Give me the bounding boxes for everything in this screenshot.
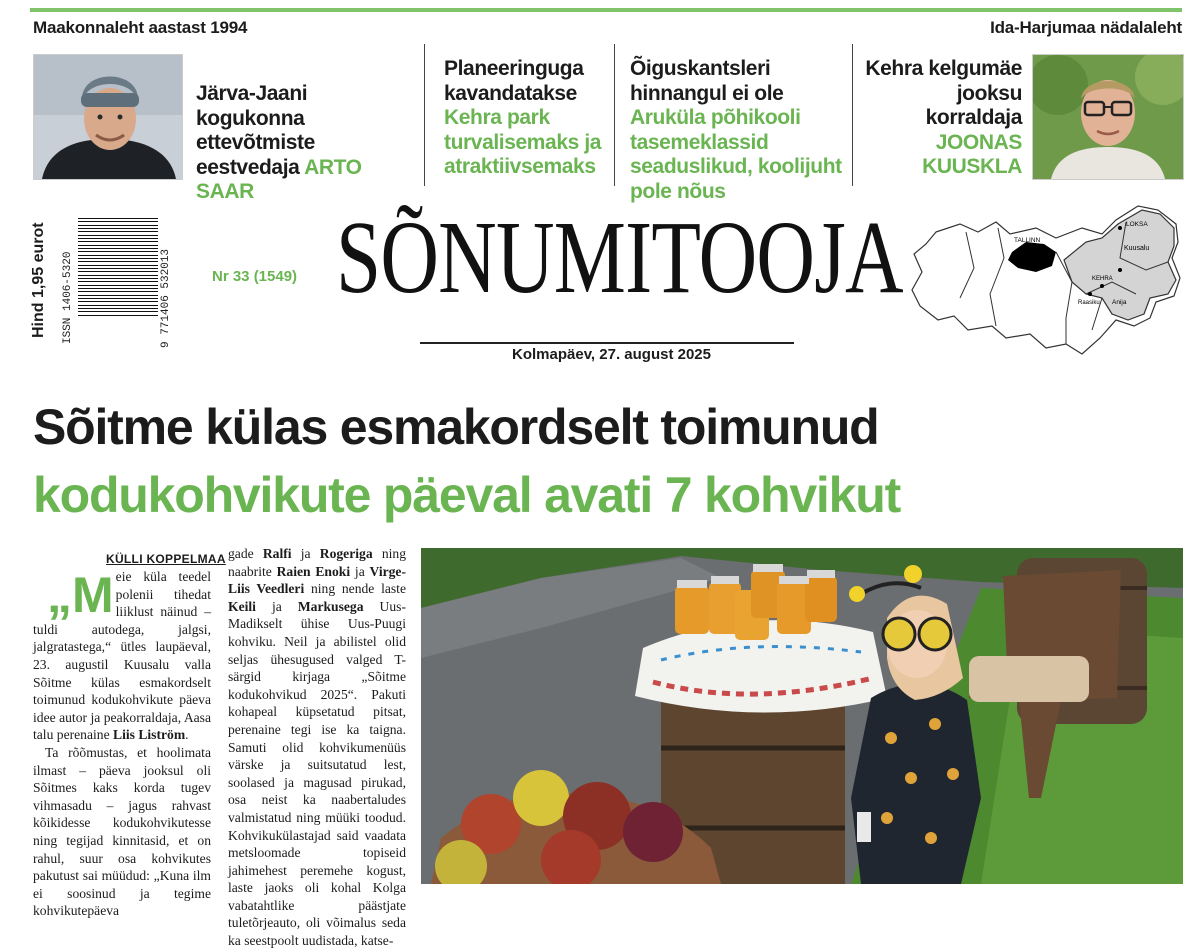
column-divider [614, 44, 615, 186]
left-tagline: Maakonnaleht aastast 1994 [33, 18, 248, 37]
barcode-bar [78, 265, 158, 266]
barcode-bar [78, 285, 158, 286]
price-label [30, 210, 60, 338]
text-run: ja [350, 563, 370, 579]
column-divider [852, 44, 853, 186]
barcode-bar [78, 235, 158, 236]
teaser-4-highlight: JOONAS KUUSKLA [922, 130, 1022, 178]
barcode-bar [78, 261, 158, 262]
portrait-man-glasses [1033, 55, 1183, 179]
barcode-bar [78, 245, 158, 246]
text-run: ja [255, 598, 298, 614]
barcode-bar [78, 255, 158, 256]
barcode [62, 216, 182, 348]
barcode-bar [78, 241, 158, 242]
barcode-bar [78, 315, 158, 316]
photo-girl-honey-stand [421, 548, 1183, 884]
right-tagline: Ida-Harjumaa nädalaleht [990, 18, 1182, 37]
article-column-2 [228, 545, 406, 950]
teaser-4-text: Kehra kelgumäe jooksu korraldaja [865, 57, 1022, 129]
barcode-bar [78, 305, 158, 306]
barcode-bar [78, 301, 158, 302]
paragraph-3 [228, 545, 406, 950]
teaser-2-highlight: Kehra park turvalisemaks ja atraktiivsemaks [444, 106, 602, 178]
teaser-3-highlight: Aruküla põhikooli tasemeklassid seaduslikud, koolijuht pole nõus [630, 106, 842, 203]
barcode-bar [78, 291, 158, 292]
barcode-bar [78, 281, 158, 282]
column-divider [424, 44, 425, 186]
barcode-bar [78, 271, 158, 272]
teaser-photo-joonas-kuuskla[interactable] [1032, 54, 1184, 180]
portrait-man-beanie [34, 55, 182, 179]
paragraph-1: „Meie küla teedel polenii tihedat liiklust näinud – tuldi autodega, jalgsi, jalgratastega,“ ütles laupäeval, 23. augustil Kuusalu valla Sõitme külas esmakordselt toimunud kodukohvikute päeva idee autor ja peakorraldaja, Aasa talu perenaine Liis Liström. [33, 567, 211, 743]
teaser-4[interactable] [864, 57, 1022, 180]
article-column-1 [33, 568, 211, 920]
paragraph-2: Ta rõõmustas, et hoolimata ilmast – päeva jooksul oli Sõitmes kaks korda tugev vihmasadu – jagus rahvast kõikidesse kodukohvikutesse ning tegijad kinnitasid, et on rahul, suur osa kohvikutes pakutust sai müüdud: „Kuna ilm ei soosinud ja tegime kohvikutepäeva [33, 744, 211, 919]
barcode-number: 9 771406 532013 [160, 248, 172, 348]
barcode-bar [78, 221, 158, 222]
barcode-bar [78, 218, 158, 219]
top-accent-rule [30, 8, 1182, 12]
barcode-bars [78, 216, 158, 348]
barcode-bar [78, 251, 158, 252]
drop-cap: „M [47, 567, 114, 623]
bold-name: Rogeriga [319, 546, 373, 561]
barcode-bar [78, 238, 158, 239]
barcode-bar [78, 248, 158, 249]
text-run: ja [291, 546, 320, 561]
teaser-3-text: Õiguskantsleri hinnangul ei ole [630, 57, 784, 105]
bold-name: Ralfi [262, 546, 292, 561]
headline-line-1[interactable]: Sõitme külas esmakordselt toimunud [33, 399, 879, 455]
date-rule [420, 342, 794, 344]
barcode-bar [78, 278, 158, 279]
barcode-bar [78, 228, 158, 229]
teaser-photo-arto-saar[interactable] [33, 54, 183, 180]
masthead-title[interactable]: SÕNUMITOOJA [336, 200, 903, 315]
barcode-bar [78, 308, 158, 309]
teaser-1[interactable] [196, 82, 414, 205]
teaser-1-highlight: ARTO SAAR [196, 155, 362, 203]
author-byline: KÜLLI KOPPELMAA [106, 552, 226, 566]
map-label-kuusalu: Kuusalu [1124, 245, 1150, 252]
bold-name: Markusega [297, 598, 364, 614]
barcode-bar [78, 268, 158, 269]
barcode-bar [78, 311, 158, 312]
teaser-1-text: Järva-Jaani kogukonna ettevõtmiste eestvedaja [196, 82, 315, 179]
barcode-bar [78, 295, 158, 296]
text-run: gade [228, 546, 263, 561]
article-photo[interactable] [421, 548, 1183, 884]
text-run: ning nende laste [304, 581, 406, 597]
teaser-2-text: Planeeringuga kavandatakse [444, 57, 584, 105]
bold-name: Virge-Liis Veedleri [228, 563, 406, 597]
bold-name: Keili [228, 598, 256, 614]
map-label-tallinn: TALLINN [1014, 237, 1041, 244]
bold-name: Raien Enoki [276, 563, 351, 579]
map-label-loksa: LOKSA [1126, 221, 1148, 228]
issue-number: Nr 33 (1549) [212, 268, 298, 285]
map-label-kehra: KEHRA [1092, 276, 1113, 282]
issue-date: Kolmapäev, 27. august 2025 [512, 346, 711, 363]
text-run: ning naabrite [228, 546, 406, 579]
barcode-bar [78, 225, 158, 226]
text-run: Uus-Madikselt ühise Uus-Puugi kohviku. Neil ja abilistel olid seljas ühesugused valged T-särgid kirjaga „Sõitme kodukohvikud 2025“. Pakuti kohapeal küpsetatud pitsat, perenaine tegi ise ka taigna. Samuti olid kohvikumenüüs värske ja suitsutatud lest, soolased ja magusad pirukad, osa neist ka naabertaludes valmistatud ning müüki toodud. Kohvikukülastajad said vaadata metsloomade topiseid jahimehest peremehe kogust, laste jaoks oli kohal Kolga vabatahtlike päästjate tuletõrjeauto, oli võimalus seda ka seestpoolt uudistada, katse- [228, 598, 406, 949]
barcode-bar [78, 298, 158, 299]
barcode-bar [78, 258, 158, 259]
map-label-raasiku: Raasiku [1078, 300, 1100, 306]
region-map [906, 198, 1186, 358]
barcode-bar [78, 231, 158, 232]
headline-line-2[interactable]: kodukohvikute päeval avati 7 kohvikut [33, 467, 901, 523]
teaser-2[interactable] [444, 57, 609, 180]
price-text: Hind 1,95 eurot [30, 222, 47, 338]
teaser-3[interactable] [630, 57, 852, 204]
barcode-bar [78, 288, 158, 289]
map-label-anija: Anija [1112, 299, 1127, 306]
barcode-bar [78, 275, 158, 276]
issn-text: ISSN 1406-5320 [62, 251, 74, 344]
